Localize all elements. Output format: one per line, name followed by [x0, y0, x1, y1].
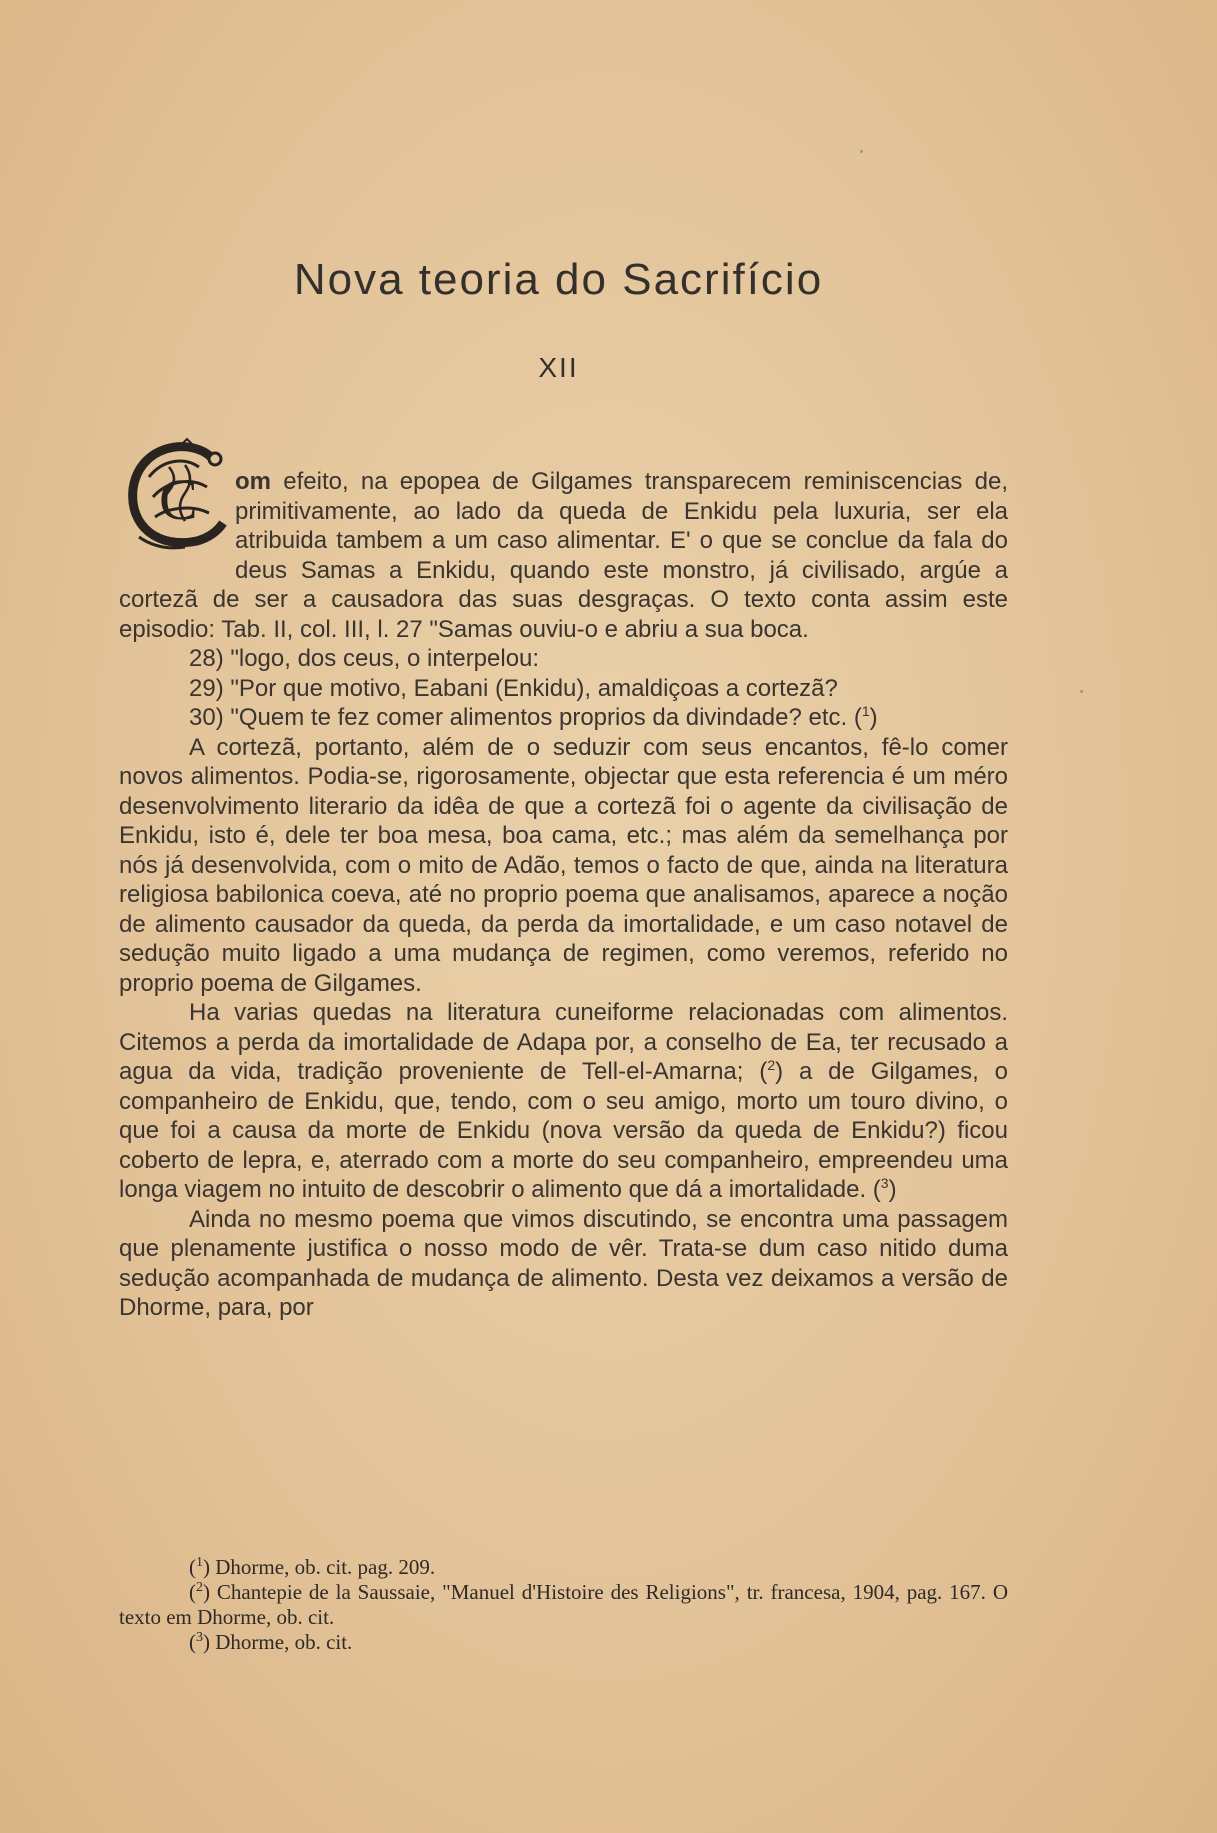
- paragraph-1-end: ): [869, 704, 878, 731]
- footnote-ref-3: 3: [880, 1175, 889, 1191]
- quote-line-28: 28) "logo, dos ceus, o interpelou:: [189, 645, 540, 672]
- paragraph-3: [119, 998, 1008, 1205]
- footnotes: [119, 1555, 1008, 1655]
- footnote-2: ($^2$) Chantepie de la Saussaie, "Manuel d'Histoire des Religions", tr. francesa, 1904, pag. 167. O texto em Dhorme, ob. cit.: [119, 1580, 1008, 1629]
- paragraph-1-lead: om: [235, 468, 271, 495]
- chapter-number: XII: [538, 352, 579, 383]
- paragraph-3-part-a: Ha varias quedas na literatura cuneiforme relacionadas com alimentos. Citemos a perda da imortalidade de Adapa por, a conselho de Ea, ter recusado a agua da vida, tradição proveniente de Tell-el-Amarna; (: [119, 999, 1008, 1085]
- quote-line-29: 29) "Por que motivo, Eabani (Enkidu), amaldiçoas a cortezã?: [189, 674, 838, 702]
- quote-line-30: 30) "Quem te fez comer alimentos proprios da divindade? etc. (: [189, 704, 862, 731]
- paper-speck: [860, 150, 863, 153]
- body-text: [119, 467, 1008, 1323]
- footnote-text: Dhorme, ob. cit.: [215, 1630, 353, 1654]
- footnote-ref-2: 2: [767, 1057, 776, 1073]
- paragraph-3-part-c: ): [888, 1176, 897, 1203]
- footnote-text: Chantepie de la Saussaie, "Manuel d'Histoire des Religions", tr. francesa, 1904, pag. 167. O texto em Dhorme, ob. cit.: [119, 1580, 1008, 1629]
- dropcap-ornament-icon: [119, 437, 231, 559]
- paragraph-2: A cortezã, portanto, além de o seduzir com seus encantos, fê-lo comer novos alimentos. Podia-se, rigorosamente, objectar que esta referencia é um méro desenvolvimento literario da idêa de que a cortezã foi o agente da civilisação de Enkidu, isto é, dele ter boa mesa, boa cama, etc.; mas além da semelhança por nós já desenvolvida, com o mito de Adão, temos o facto de que, ainda na literatura religiosa babilonica coeva, até no proprio poema que analisamos, aparece a noção de alimento causador da queda, da perda da imortalidade, e um caso notavel de sedução muito ligado a uma mudança de regimen, como veremos, referido no proprio poema de Gilgames.: [119, 733, 1008, 997]
- paragraph-1-text: efeito, na epopea de Gilgames transparecem reminiscencias de, primitivamente, ao lado da queda de Enkidu pela luxuria, ser ela atribuida tambem a um caso alimentar. E' o que se conclue da fala do deus Samas a Enkidu, quando este monstro, já civilisado, argúe a cortezã de ser a causadora das suas desgraças. O texto conta assim este episodio: Tab. II, col. III, l. 27 "Samas ouviu-o e abriu a sua boca.: [119, 468, 1008, 643]
- footnote-marker: 1: [196, 1555, 203, 1570]
- footnote-3: ($^3$) Dhorme, ob. cit.: [189, 1630, 353, 1654]
- footnote-marker: 3: [196, 1630, 203, 1645]
- footnote-ref-1: 1: [861, 703, 870, 719]
- footnote-marker: 2: [196, 1580, 203, 1595]
- ornamental-dropcap: [119, 437, 231, 559]
- page-title: Nova teoria do Sacrifício: [293, 255, 824, 304]
- paragraph-1: [119, 467, 1008, 733]
- svg-text:C: C: [159, 467, 198, 532]
- paragraph-3-part-b: ) a de Gilgames, o companheiro de Enkidu, que, tendo, com o seu amigo, morto um touro divino, o que foi a causa da morte de Enkidu (nova versão da queda de Enkidu?) ficou coberto de lepra, e, aterrado com a morte do seu companheiro, empreendeu uma longa viagem no intuito de descobrir o alimento que dá a imortalidade. (: [119, 1058, 1009, 1203]
- footnote-text: Dhorme, ob. cit. pag. 209.: [215, 1555, 436, 1579]
- paper-speck: [1080, 690, 1083, 693]
- paragraph-4: Ainda no mesmo poema que vimos discutindo, se encontra uma passagem que plenamente justifica o nosso modo de vêr. Trata-se dum caso nitido duma sedução acompanhada de mudança de alimento. Desta vez deixamos a versão de Dhorme, para, por: [119, 1205, 1008, 1321]
- footnote-1: ($^1$) Dhorme, ob. cit. pag. 209.: [189, 1555, 436, 1579]
